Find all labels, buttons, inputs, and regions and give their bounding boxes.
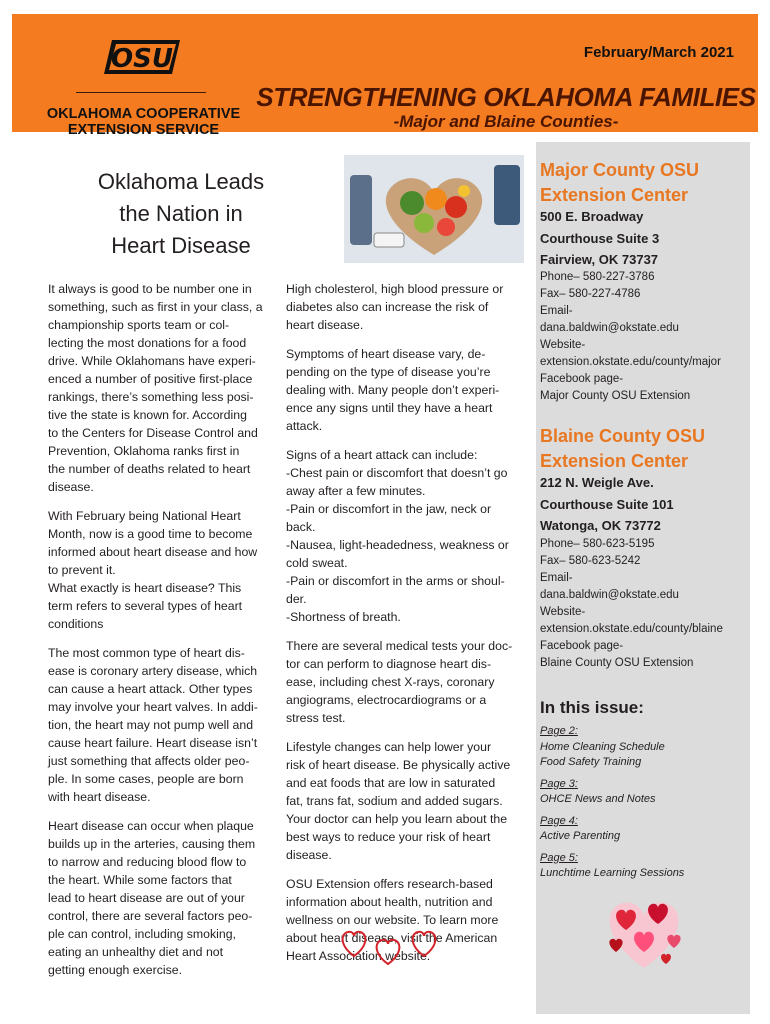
issue-page-link[interactable]: Page 4: [540,814,578,827]
text-line: wellness on our website. To learn more [286,913,499,927]
text-line: -Shortness of breath. [286,610,401,624]
text-line: to narrow and reducing blood flow to [48,855,247,869]
text-line: tion, the heart may not pump well and [48,718,254,732]
article-paragraph [286,637,518,727]
text-line: away after a few minutes. [286,484,426,498]
logo-divider [76,92,206,93]
issue-item: Active Parenting [540,830,621,842]
text-line: may involve your heart valves. In addi- [48,700,258,714]
issue-page-group [540,724,684,771]
text-line: with heart disease. [48,790,151,804]
text-line: drive. While Oklahomans have experi- [48,354,256,368]
text-line: term refers to several types of heart [48,599,243,613]
text-line: lecting the most donations for a food [48,336,247,350]
major-office-contact [540,269,721,405]
address-line: 212 N. Weigle Ave. [540,475,654,490]
text-line: rankings, there’s something less posi- [48,390,254,404]
text-line: information about health, nutrition and [286,895,493,909]
article-column-left [48,280,271,990]
text-line: It always is good to be number one in [48,282,252,296]
text-line: High cholesterol, high blood pressure or [286,282,504,296]
text-line: Month, now is a good time to become [48,527,253,541]
text-line: ease, including chest X-rays, coronary [286,675,495,689]
heart-outline-icon [413,932,436,956]
logo-line: OKLAHOMA COOPERATIVE [46,106,241,122]
facebook-label: Facebook page- [540,373,624,385]
sidebar-contact-panel [536,142,750,1014]
food-heart-image [344,155,524,263]
in-this-issue-heading: In this issue: [540,698,644,717]
text-line: the number of deaths related to heart [48,462,251,476]
phone-text: Phone– 580-623-5195 [540,538,655,550]
issue-item: Food Safety Training [540,756,642,768]
text-line: tive the state is known for. According [48,408,247,422]
valentine-hearts-clipart [596,890,692,972]
text-line: The most common type of heart dis- [48,646,245,660]
text-line: -Pain or discomfort in the jaw, neck or [286,502,492,516]
text-line: lead to heart disease are out of your [48,891,245,905]
text-line: Signs of a heart attack can include: [286,448,478,462]
email-label: Email- [540,572,573,584]
text-line: There are several medical tests your doc- [286,639,513,653]
blaine-office-address [540,472,674,537]
text-line: enced a number of positive first-place [48,372,253,386]
text-line: Prevention, Oklahoma ranks first in [48,444,240,458]
text-line: ple. In some cases, people are born [48,772,244,786]
facebook-link[interactable]: Blaine County OSU Extension [540,657,694,669]
text-line: Heart Association website. [286,949,431,963]
issue-page-group [540,777,684,808]
text-line: fat, trans fat, sodium and added sugars. [286,794,503,808]
issue-item: Home Cleaning Schedule [540,740,665,753]
headline-line: Oklahoma Leads [97,169,265,194]
article-column-right [286,280,518,976]
article-paragraph [286,345,518,435]
facebook-label: Facebook page- [540,640,624,652]
heading-line: Extension Center [540,185,689,205]
article-paragraph [286,738,518,864]
text-line: Symptoms of heart disease vary, de- [286,347,486,361]
logo-wordmark [36,106,251,138]
fax-text: Fax– 580-227-4786 [540,288,641,300]
article-paragraph [48,507,271,633]
text-line: ence any signs until they have a heart [286,401,493,415]
website-label: Website- [540,606,586,618]
text-line: about heart disease, visit the American [286,931,498,945]
text-line: With February being National Heart [48,509,241,523]
text-line: championship sports team or col- [48,318,230,332]
healthy-food-heart-photo [344,155,524,263]
text-line: disease. [286,848,332,862]
headline-line: the Nation in [119,201,243,226]
major-office-heading [540,158,699,208]
text-line: Lifestyle changes can help lower your [286,740,492,754]
address-line: 500 E. Broadway [540,209,644,224]
text-line: attack. [286,419,323,433]
issue-page-link[interactable]: Page 5: [540,851,578,864]
text-line: angiograms, electrocardiograms or a [286,693,487,707]
newsletter-title: STRENGTHENING OKLAHOMA FAMILIES [256,82,756,112]
heart-outline-icon [343,932,366,956]
issue-page-link[interactable]: Page 2: [540,725,578,737]
text-line: can cause a heart attack. Other types [48,682,253,696]
text-line: best ways to reduce your risk of heart [286,830,491,844]
text-line: diabetes also can increase the risk of [286,300,489,314]
text-line: -Pain or discomfort in the arms or shoul- [286,574,505,588]
address-line: Watonga, OK 73772 [540,518,661,533]
issue-page-group [540,814,684,845]
heading-line: Major County OSU [540,160,700,180]
text-line: cold sweat. [286,556,348,570]
text-line: disease. [48,480,94,494]
fax-text: Fax– 580-623-5242 [540,555,641,567]
logo-line: EXTENSION SERVICE [67,122,220,138]
text-line: OSU Extension offers research-based [286,877,493,891]
text-line: heart disease. [286,318,364,332]
major-office-address [540,206,659,271]
text-line: conditions [48,617,104,631]
issue-date: February/March 2021 [583,44,734,61]
email-link[interactable]: dana.baldwin@okstate.edu [540,322,679,334]
logo-mark-text: OSU [111,44,173,74]
osu-brand-logo [102,34,186,80]
text-line: getting enough exercise. [48,963,182,977]
address-line: Fairview, OK 73737 [540,252,659,267]
website-label: Website- [540,339,586,351]
article-headline [62,166,300,262]
article-paragraph [48,280,271,496]
text-line: Heart disease can occur when plaque [48,819,254,833]
text-line: to prevent it. [48,563,116,577]
text-line: dealing with. Many people don’t experi- [286,383,500,397]
website-link[interactable]: extension.okstate.edu/county/blaine [540,623,723,635]
headline-line: Heart Disease [111,233,251,258]
issue-page-group [540,851,684,882]
text-line: to the Centers for Disease Control and [48,426,258,440]
text-line: Your doctor can help you learn about the [286,812,508,826]
issue-page-link[interactable]: Page 3: [540,777,578,790]
address-line: Courthouse Suite 101 [540,496,674,512]
text-line: What exactly is heart disease? This [48,581,242,595]
text-line: risk of heart disease. Be physically active [286,758,511,772]
header-banner [12,14,758,138]
email-label: Email- [540,305,573,317]
text-line: eating an unhealthy diet and not [48,945,224,959]
text-line: -Nausea, light-headedness, weakness or [286,538,509,552]
newsletter-subtitle: -Major and Blaine Counties- [393,112,619,131]
text-line: something, such as first in your class, a [48,300,263,314]
text-line: control, there are several factors peo- [48,909,253,923]
text-line: ease is coronary artery disease, which [48,664,258,678]
heart-outline-icon [377,940,400,964]
heading-line: Extension Center [540,451,689,471]
article-paragraph [286,280,518,334]
decorative-hearts [338,926,442,968]
in-this-issue-list [540,724,684,888]
text-line: the heart. While some factors that [48,873,232,887]
facebook-link[interactable]: Major County OSU Extension [540,390,691,402]
blaine-office-heading [540,424,705,474]
email-link[interactable]: dana.baldwin@okstate.edu [540,589,679,601]
text-line: -Chest pain or discomfort that doesn’t go [286,466,508,480]
text-line: cause heart failure. Heart disease isn’t [48,736,258,750]
heading-line: Blaine County OSU [540,426,706,446]
text-line: stress test. [286,711,346,725]
text-line: just something that affects older peo- [48,754,250,768]
text-line: back. [286,520,316,534]
issue-item: Lunchtime Learning Sessions [540,867,685,879]
address-line: Courthouse Suite 3 [540,230,660,246]
article-paragraph [48,644,271,806]
text-line: builds up in the arteries, causing them [48,837,256,851]
text-line: and eat foods that are low in saturated [286,776,496,790]
website-link[interactable]: extension.okstate.edu/county/major [540,356,721,368]
text-line: pending on the type of disease you’re [286,365,491,379]
article-paragraph [286,446,518,626]
text-line: ple can control, including smoking, [48,927,236,941]
text-line: der. [286,592,307,606]
issue-item: OHCE News and Notes [540,793,656,805]
article-paragraph [48,817,271,979]
blaine-office-contact [540,536,723,672]
phone-text: Phone– 580-227-3786 [540,271,655,283]
text-line: tor can perform to diagnose heart dis- [286,657,492,671]
text-line: informed about heart disease and how [48,545,258,559]
